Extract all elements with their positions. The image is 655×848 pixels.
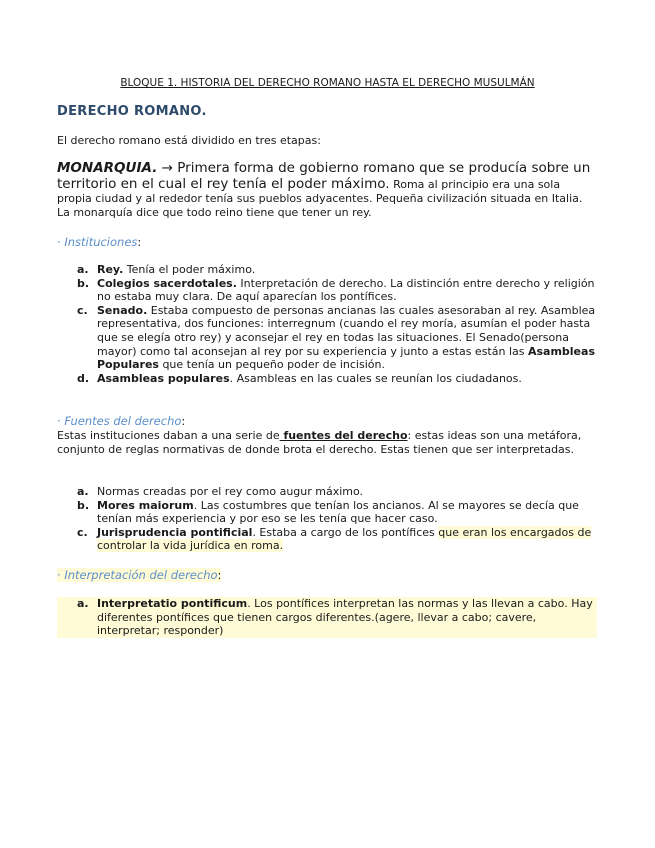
arrow-icon: →	[157, 160, 178, 176]
list-item: a. Normas creadas por el rey como augur máximo.	[77, 485, 364, 498]
monarquia-rest: Roma al principio era una sola propia ciudad y al rededor tenía sus pueblos adyacentes. Pequeña civilización situada en Italia. La monarquía dice que todo reino tiene que tener un rey.	[57, 178, 583, 219]
instituciones-list	[57, 263, 597, 385]
document-title: BLOQUE 1. HISTORIA DEL DERECHO ROMANO HASTA EL DERECHO MUSULMÁN	[120, 77, 535, 89]
instituciones-heading: · Instituciones:	[57, 235, 142, 249]
monarquia-paragraph	[57, 160, 597, 219]
interpretacion-heading: · Interpretación del derecho:	[57, 568, 222, 582]
list-item: b. Colegios sacerdotales. Interpretación de derecho. La distinción entre derecho y religión no estaba muy clara. De aquí aparecían los pontífices.	[77, 276, 595, 304]
interpretacion-list	[57, 597, 597, 638]
intro-paragraph: El derecho romano está dividido en tres etapas:	[57, 134, 321, 147]
fuentes-heading: · Fuentes del derecho:	[57, 414, 186, 428]
section-heading: DERECHO ROMANO.	[57, 104, 207, 119]
list-item: a. Interpretatio pontificum. Los pontífices interpretan las normas y las llevan a cabo. Hay diferentes pontífices que tienen cargos diferentes.(agere, llevar a cabo; cavere, interpretar; responder)	[57, 597, 597, 638]
list-item: c. Senado. Estaba compuesto de personas ancianas las cuales asesoraban al rey. Asamblea representativa, dos funciones: interregnum (cuando el rey moría, asumían el poder hasta que se elegía otro rey) y aconsejar el rey en todas las situaciones. El Senado(persona mayor) como tal aconsejan al rey por su experiencia y junto a estas están las Asambleas Populares que tenía un pequeño poder de incisión.	[77, 303, 596, 372]
fuentes-list	[57, 485, 597, 553]
monarquia-term: MONARQUIA.	[57, 160, 158, 176]
list-item: d. Asambleas populares. Asambleas en las cuales se reunían los ciudadanos.	[77, 371, 522, 385]
monarquia-lead: Primera forma de gobierno romano que se producía sobre un territorio en el cual el rey tenía el poder máximo.	[57, 160, 591, 192]
fuentes-paragraph: Estas instituciones daban a una serie de fuentes del derecho: estas ideas son una metáfora, conjunto de reglas normativas de donde brota el derecho. Estas tienen que ser interpretadas.	[57, 429, 582, 456]
list-item: b. Mores maiorum. Las costumbres que tenían los ancianos. Al se mayores se decía que tenían más experiencia y por eso se les tenía que hacer caso.	[77, 498, 579, 526]
list-item: a. Rey. Tenía el poder máximo.	[77, 263, 256, 276]
list-item: c. Jurisprudencia pontificial. Estaba a cargo de los pontífices que eran los encargados de controlar la vida jurídica en roma.	[77, 525, 592, 553]
